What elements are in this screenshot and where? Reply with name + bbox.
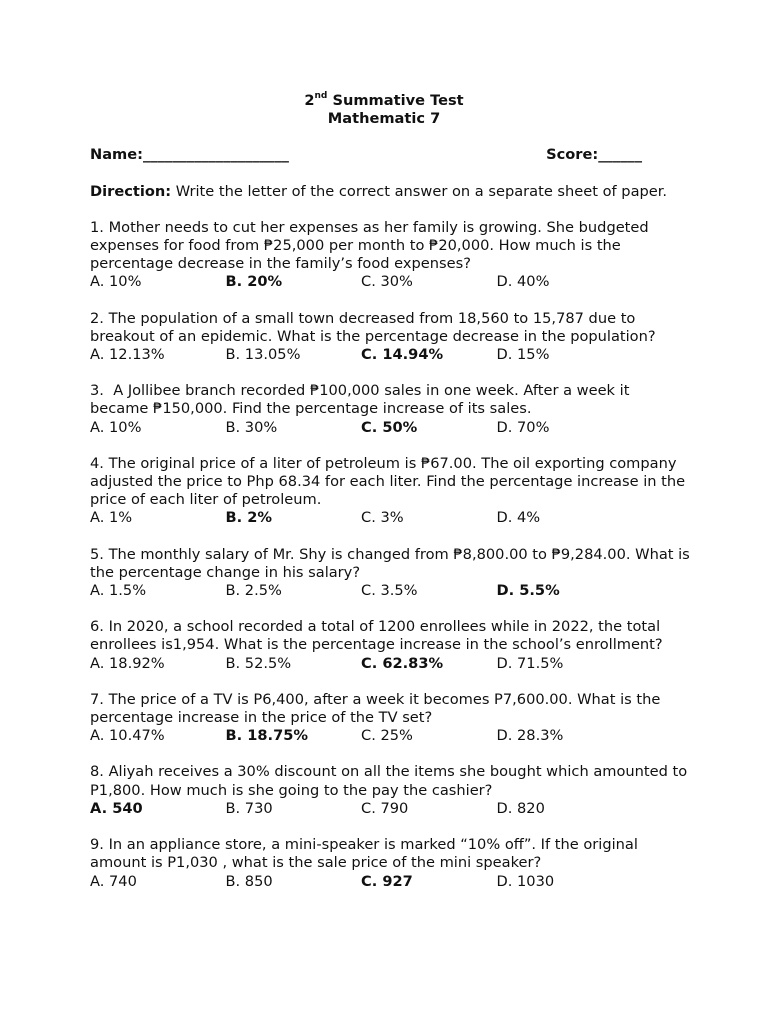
choice-correct-answer: C. 50% xyxy=(361,418,418,436)
question-stem: 2. The population of a small town decreased from 18,560 to 15,787 due to breakout of an epidemic. What is the percentage decrease in the population? xyxy=(90,309,656,345)
test-title xyxy=(90,92,678,110)
choice-row xyxy=(90,419,690,437)
question-item xyxy=(90,455,690,528)
choice-row xyxy=(90,582,690,600)
choice-correct-answer: B. 18.75% xyxy=(225,727,309,745)
question-item xyxy=(90,691,690,746)
question-stem: 5. The monthly salary of Mr. Shy is changed from ₱8,800.00 to ₱9,284.00. What is the percentage change in his salary? xyxy=(90,545,695,581)
question-item xyxy=(90,763,690,818)
question-stem: 1. Mother needs to cut her expenses as her family is growing. She budgeted expenses for food from ₱25,000 per month to ₱20,000. How much is the percentage decrease in the family’s food expenses? xyxy=(90,218,654,273)
choice-row xyxy=(90,509,690,527)
question-stem: 7. The price of a TV is P6,400, after a week it becomes P7,600.00. What is the percentage increase in the price of the TV set? xyxy=(90,690,665,727)
question-item xyxy=(90,836,690,891)
choice-option: B. 2.5% xyxy=(225,582,282,600)
question-list xyxy=(90,218,695,891)
direction-text: Write the letter of the correct answer on a separate sheet of paper. xyxy=(171,182,668,200)
choice-row xyxy=(90,800,690,818)
choice-option: D. 40% xyxy=(496,273,550,291)
question-stem: 9. In an appliance store, a mini-speaker is marked “10% off”. If the original amount is P1,030 , what is the sale price of the mini speaker? xyxy=(90,836,643,872)
choice-option: A. 12.13% xyxy=(90,346,165,364)
direction-paragraph xyxy=(90,183,690,201)
choice-option: B. 52.5% xyxy=(225,654,292,672)
title-rest: Summative Test xyxy=(327,92,464,109)
choice-option: A. 1.5% xyxy=(90,582,147,600)
choice-option: D. 4% xyxy=(496,509,541,527)
choice-option: C. 25% xyxy=(361,727,413,745)
choice-option: A. 10% xyxy=(90,273,142,291)
choice-option: C. 790 xyxy=(361,799,409,817)
question-stem: 8. Aliyah receives a 30% discount on all the items she bought which amounted to P1,800. How much is she going to the pay the cashier? xyxy=(90,763,692,799)
choice-option: D. 70% xyxy=(496,418,550,436)
test-subtitle: Mathematic 7 xyxy=(327,110,441,128)
choice-row xyxy=(90,727,690,745)
choice-option: B. 730 xyxy=(225,799,273,817)
question-stem: 4. The original price of a liter of petroleum is ₱67.00. The oil exporting company adjusted the price to Php 68.34 for each liter. Find the percentage increase in the price of each liter of petroleum. xyxy=(90,454,690,509)
choice-option: A. 10.47% xyxy=(90,727,165,745)
name-field: Name:____________________ xyxy=(90,146,289,164)
choice-row xyxy=(90,655,690,673)
choice-correct-answer: C. 14.94% xyxy=(361,346,444,364)
choice-option: D. 820 xyxy=(496,799,545,817)
choice-option: A. 1% xyxy=(90,509,133,527)
choice-option: D. 28.3% xyxy=(496,727,564,745)
choice-option: B. 13.05% xyxy=(225,346,301,364)
question-stem: 6. In 2020, a school recorded a total of 1200 enrollees while in 2022, the total enrollees is1,954. What is the percentage increase in the school’s enrollment? xyxy=(90,618,665,654)
choice-option: C. 30% xyxy=(361,273,413,291)
direction-label: Direction: xyxy=(90,182,172,200)
title-number: 2 xyxy=(304,92,315,109)
choice-correct-answer: C. 927 xyxy=(361,872,413,890)
choice-correct-answer: D. 5.5% xyxy=(496,582,560,600)
choice-correct-answer: B. 2% xyxy=(225,509,273,527)
choice-option: B. 850 xyxy=(225,872,273,890)
question-item xyxy=(90,618,690,673)
question-item xyxy=(90,219,690,292)
choice-option: D. 1030 xyxy=(496,872,555,890)
document-content xyxy=(90,91,695,891)
choice-option: A. 740 xyxy=(90,872,137,890)
question-stem: 3. A Jollibee branch recorded ₱100,000 sales in one week. After a week it became ₱150,000. Find the percentage increase of its sales. xyxy=(90,382,635,418)
question-item xyxy=(90,545,695,601)
question-item xyxy=(90,310,690,365)
choice-option: A. 18.92% xyxy=(90,654,165,672)
choice-correct-answer: C. 62.83% xyxy=(361,654,444,672)
choice-correct-answer: B. 20% xyxy=(225,273,283,291)
question-item xyxy=(90,382,690,437)
choice-row xyxy=(90,873,690,891)
title-superscript: nd xyxy=(314,91,328,102)
choice-option: A. 10% xyxy=(90,418,142,436)
choice-option: D. 71.5% xyxy=(496,654,564,672)
choice-option: D. 15% xyxy=(496,346,550,364)
choice-option: B. 30% xyxy=(225,418,278,436)
choice-row xyxy=(90,346,690,364)
name-score-row xyxy=(90,146,642,164)
choice-option: C. 3.5% xyxy=(361,582,418,600)
choice-row xyxy=(90,273,690,291)
choice-option: C. 3% xyxy=(361,509,404,527)
choice-correct-answer: A. 540 xyxy=(90,799,143,817)
score-field: Score:______ xyxy=(546,146,642,164)
